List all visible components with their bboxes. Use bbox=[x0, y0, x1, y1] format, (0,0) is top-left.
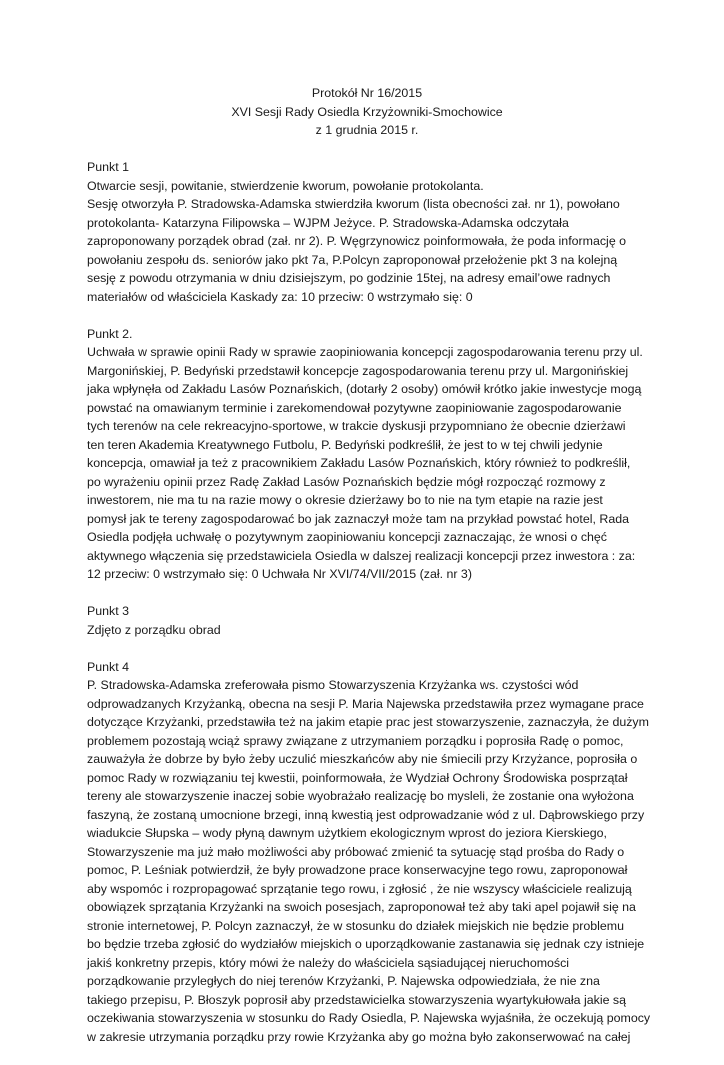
punkt-section bbox=[87, 158, 647, 306]
paragraph-line: aktywnego włączenia się przedstawiciela Osiedla w dalszej realizacji koncepcji przez inwestora : za: bbox=[87, 548, 636, 563]
paragraph-line: powstać na omawianym terminie i zarekomendował pozytywne zaopiniowanie zagospodarowanie bbox=[87, 400, 622, 415]
punkt-section bbox=[87, 658, 651, 1047]
paragraph-line: tych terenów na cele rekreacyjno-sportowe, w trakcie dyskusji przypomniano że obecnie dzierżawi bbox=[87, 419, 626, 433]
section-heading: Punkt 3 bbox=[87, 604, 130, 618]
paragraph-line: Zdjęto z porządku obrad bbox=[87, 622, 221, 637]
paragraph-line: pomysł jak te tereny zagospodarować bo jak zaznaczył może tam na przykład powstać hotel, Rada bbox=[87, 511, 630, 526]
paragraph-line: protokolanta- Katarzyna Filipowska – WJPM Jeżyce. P. Stradowska-Adamska odczytała bbox=[87, 215, 569, 230]
section-heading: Punkt 4 bbox=[87, 659, 130, 674]
document-body bbox=[87, 158, 651, 1046]
paragraph-line: sesję z powodu otrzymania w dniu dzisiejszym, po godzinie 15tej, na adresy email’owe radnych bbox=[87, 271, 611, 285]
paragraph-line: Osiedla podjęła uchwałę o pozytywnym zaopiniowaniu koncepcji zaznaczając, że wnosi o chęć bbox=[87, 530, 608, 544]
punkt-section bbox=[87, 602, 647, 639]
paragraph-line: koncepcja, omawiał ja też z pracownikiem Zakładu Lasów Poznańskich, który również to podkreślił, bbox=[87, 456, 631, 470]
paragraph-line: powołaniu zespołu ds. seniorów jako pkt 7a, P.Polcyn zaproponował przełożenie pkt 3 na kolejną bbox=[87, 252, 618, 267]
paragraph-line: w zakresie utrzymania porządku przy rowie Krzyżanka aby go można było zakonserwować na całej bbox=[87, 1029, 631, 1044]
paragraph-line: zaproponowany porządek obrad (zał. nr 2). P. Węgrzynowicz poinformowała, że poda informację o bbox=[87, 234, 627, 248]
paragraph-line: odprowadzanych Krzyżanką, obecna na sesji P. Maria Najewska przedstawiła przez wymagane prace bbox=[87, 696, 644, 711]
paragraph-line: jaka wpłynęła od Zakładu Lasów Poznańskich, (dotarły 2 osoby) omówił krótko jakie inwestycje mogą bbox=[87, 382, 642, 396]
section-heading: Punkt 1 bbox=[87, 160, 130, 174]
session-date: z 1 grudnia 2015 r. bbox=[315, 123, 419, 137]
paragraph-line: zauważyła że dobrze by było żeby uczulić mieszkańców aby nie śmiecili przy Krzyżance, poprosiła o bbox=[87, 752, 638, 766]
paragraph-line: aby wspomóc i rozpropagować sprzątanie tego rowu, i zgłosić , że nie wszyscy właściciele realizują bbox=[87, 881, 632, 896]
paragraph-line: pomoc Rady w rozwiązaniu tej kwestii, poinformowała, że Wydział Ochrony Środowiska posprzątał bbox=[87, 770, 628, 785]
paragraph-line: wiadukcie Słupska – wody płyną dawnym użytkiem ekologicznym wprost do jeziora Kierskiego, bbox=[87, 826, 607, 840]
paragraph-line: takiego przepisu, P. Błoszyk poprosił aby przedstawicielka stowarzyszenia wyartykułowała jakie są bbox=[87, 992, 627, 1007]
paragraph-line: Uchwała w sprawie opinii Rady w sprawie zaopiniowania koncepcji zagospodarowania terenu przy ul. bbox=[87, 345, 643, 359]
punkt-section bbox=[87, 325, 647, 584]
paragraph-line: stronie internetowej, P. Polcyn zaznaczył, że w stosunku do działek miejskich nie będzie problemu bbox=[87, 918, 624, 933]
paragraph-line: ten teren Akademia Kreatywnego Futbolu, P. Bedyński podkreślił, że jest to w tej chwili jedynie bbox=[87, 437, 603, 452]
document-header bbox=[87, 84, 647, 140]
paragraph-line: Sesję otworzyła P. Stradowska-Adamska stwierdziła kworum (lista obecności zał. nr 1), powołano bbox=[87, 197, 620, 211]
paragraph-line: Stowarzyszenie ma już mało możliwości aby próbować zmienić ta sytuację stąd prośba do Rady o bbox=[87, 844, 625, 859]
paragraph-line: oczekiwania stowarzyszenia w stosunku do Rady Osiedla, P. Najewska wyjaśniła, że oczekują pomocy bbox=[87, 1011, 651, 1025]
document-page bbox=[87, 84, 651, 1065]
session-title: XVI Sesji Rady Osiedla Krzyżowniki-Smochowice bbox=[231, 104, 503, 119]
paragraph-line: materiałów od właściciela Kaskady za: 10 przeciw: 0 wstrzymało się: 0 bbox=[87, 289, 473, 304]
paragraph-line: Otwarcie sesji, powitanie, stwierdzenie kworum, powołanie protokolanta. bbox=[87, 178, 484, 193]
paragraph-line: obowiązek sprzątania Krzyżanki na swoich posesjach, zaproponował też aby taki apel pojawił się na bbox=[87, 900, 636, 914]
paragraph-line: po wyrażeniu opinii przez Radę Zakład Lasów Poznańskich będzie mógł rozpocząć rozmowy z bbox=[87, 474, 606, 489]
paragraph-line: dotyczące Krzyżanki, przedstawiła też na jakim etapie prac jest stowarzyszenie, zaznaczyła, że dużym bbox=[87, 715, 649, 729]
paragraph-line: bo będzie trzeba zgłosić do wydziałów miejskich o uporządkowanie zastanawia się jednak czy istnieje bbox=[87, 937, 645, 951]
paragraph-line: inwestorem, nie ma tu na razie mowy o okresie dzierżawy bo to nie na tym etapie na razie jest bbox=[87, 493, 603, 507]
section-heading: Punkt 2. bbox=[87, 326, 133, 341]
paragraph-line: jakiś konkretny przepis, który mówi że należy do właściciela sąsiadującej nieruchomości bbox=[87, 955, 570, 970]
paragraph-line: P. Stradowska-Adamska zreferowała pismo Stowarzyszenia Krzyżanka ws. czystości wód bbox=[87, 678, 579, 692]
paragraph-line: pomoc, P. Leśniak potwierdził, że były prowadzone prace konserwacyjne tego rowu, zaproponował bbox=[87, 863, 628, 877]
paragraph-line: tereny ale stowarzyszenie inaczej sobie wyobrażało realizację bo myslelі, że zostanie ona wyłożona bbox=[87, 789, 634, 803]
protocol-number: Protokół Nr 16/2015 bbox=[311, 86, 423, 100]
paragraph-line: faszyną, że zostaną umocnione brzegi, inną kwestią jest odprowadzanie wód z ul. Dąbrowskiego przy bbox=[87, 807, 645, 822]
paragraph-line: porządkowanie przyległych do niej terenów Krzyżanki, P. Najewska odpowiedziała, że nie zna bbox=[87, 974, 600, 988]
paragraph-line: 12 przeciw: 0 wstrzymało się: 0 Uchwała Nr XVI/74/VII/2015 (zał. nr 3) bbox=[87, 567, 472, 581]
paragraph-line: Margonińskiej, P. Bedyński przedstawił koncepcje zagospodarowania terenu przy ul. Margonińskiej bbox=[87, 363, 629, 378]
paragraph-line: problemem pozostają wciąż sprawy związane z utrzymaniem porządku i poprosiła Radę o pomoc, bbox=[87, 733, 624, 748]
